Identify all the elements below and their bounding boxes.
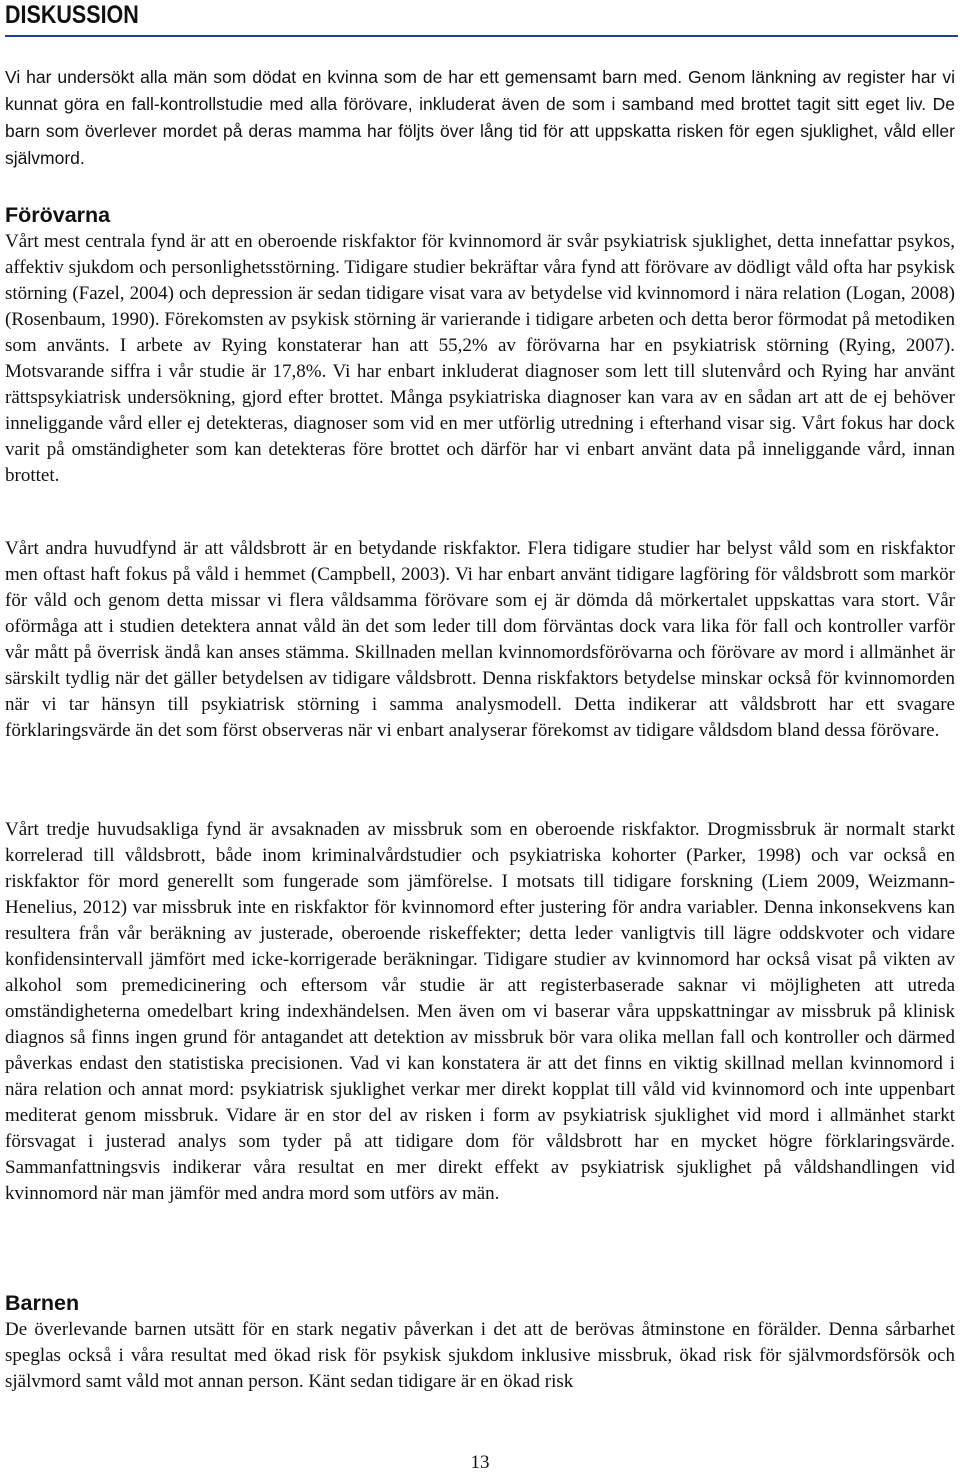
subheading-barnen: Barnen bbox=[5, 1291, 80, 1315]
paragraph-forovarna-2: Vårt andra huvudfynd är att våldsbrott är en betydande riskfaktor. Flera tidigare studier har belyst våld som en riskfaktor men oftast haft fokus på våld i hemmet (Campbell, 2003). Vi har enbart använt tidigare lagföring för våldsbrott som markör för våld och genom detta missar vi flera våldsamma förövare som ej är dömda då mörkertalet uppskattas vara stort. Vår oförmåga att i studien detektera annat våld än det som leder till dom förväntas dock vara lika för fall och kontroller varför vår mått på överrisk ändå kan anses stämma. Skillnaden mellan kvinnomordsförövarna och förövare av mord i allmänhet är särskilt tydlig när det gäller betydelsen av tidigare våldsbrott. Denna riskfaktors betydelse minskar också för kvinnomorden när vi tar hänsyn till psykiatrisk störning i samma analysmodell. Detta indikerar att våldsbrott har ett svagare förklaringsvärde än det som först observeras när vi enbart analyserar förekomst av tidigare våldsdom bland dessa förövare. bbox=[5, 538, 955, 741]
intro-text-part2: De barn som överlever mordet på deras mamma har följts över lång tid för att uppskatta risken för egen sjuklighet, våld eller självmord. bbox=[5, 94, 955, 168]
page-number: 13 bbox=[470, 1452, 490, 1473]
heading-underline bbox=[5, 35, 958, 37]
paragraph-forovarna-1: Vårt mest centrala fynd är att en oberoende riskfaktor för kvinnomord är svår psykiatrisk sjuklighet, detta innefattar psykos, affektiv sjukdom och personlighetsstörning. Tidigare studier bekräftar våra fynd att förövare av dödligt våld ofta har psykisk störning (Fazel, 2004) och depression är sedan tidigare visat vara av betydelse vid kvinnomord i nära relation (Logan, 2008) (Rosenbaum, 1990). Förekomsten av psykisk störning är varierande i tidigare arbeten och detta beror förmodat på metodiken som använts. I arbete av Rying konstaterar han att 55,2% av förövarna har en psykiatrisk störning (Rying, 2007). Motsvarande siffra i vår studie är 17,8%. Vi har enbart inkluderat diagnoser som lett till slutenvård och Rying har använt rättspsykiatrisk undersökning, gjord efter brottet. Många psykiatriska diagnoser kan vara av en sådan art att de ej behöver inneliggande vård eller ej detekteras, diagnoser som vid en mer utförlig utredning i efterhand visar sig. Vårt fokus har dock varit på omständigheter som kan detekteras före brottet och därför har vi enbart använt data på inneliggande vård, innan brottet. bbox=[5, 231, 955, 486]
intro-text-part1: Vi har undersökt alla män som dödat en kvinna som de har ett gemensamt barn med. Genom länkning av register har vi kunnat göra en fall-kontrollstudie med alla förövare, inkluderat även de som i samband med brottet tagit sitt eget liv. bbox=[5, 67, 955, 114]
paragraph-barnen-1: De överlevande barnen utsätt för en stark negativ påverkan i det att de berövas åtminstone en förälder. Denna sårbarhet speglas också i våra resultat med ökad risk för psykisk sjukdom inklusive missbruk, ökad risk för självmordsförsök och självmord samt våld mot annan person. Känt sedan tidigare är en ökad risk bbox=[5, 1319, 955, 1392]
section-title: DISKUSSION bbox=[5, 1, 139, 29]
intro-paragraph bbox=[5, 64, 955, 172]
subheading-forovarna: Förövarna bbox=[5, 203, 111, 227]
paragraph-forovarna-3: Vårt tredje huvudsakliga fynd är avsaknaden av missbruk som en oberoende riskfaktor. Drogmissbruk är normalt starkt korrelerad till våldsbrott, både inom kriminalvårdstudier och psykiatriska kohorter (Parker, 1998) och var också en riskfaktor för mord generellt som fungerade som jämförelse. I motsats till tidigare forskning (Liem 2009, Weizmann-Henelius, 2012) var missbruk inte en riskfaktor för kvinnomord efter justering för andra variabler. Denna inkonsekvens kan resultera från vår beräkning av justerade, oberoende riskeffekter; detta leder vanligtvis till lägre oddskvoter och vidare konfidensintervall jämfört med icke-korrigerade beräkningar. Tidigare studier av kvinnomord har också visat på vikten av alkohol som premedicinering och eftersom vår studie är att registerbaserade saknar vi möjligheten att utreda omständigheterna omedelbart kring indexhändelsen. Men även om vi baserar våra uppskattningar av missbruk på klinisk diagnos så finns ingen grund för antagandet att detektion av missbruk bör vara olika mellan fall och kontroller och därmed påverkas endast den statistiska precisionen. Vad vi kan konstatera är att det finns en viktig skillnad mellan kvinnomord i nära relation och annat mord: psykiatrisk sjuklighet verkar mer direkt kopplat till våld vid kvinnomord och inte uppenbart mediterat genom missbruk. Vidare är en stor del av risken i form av psykiatrisk sjuklighet vid mord i allmänhet starkt försvagat i justerad analys som tyder på att tidigare dom för våldsbrott har en mycket högre förklaringsvärde. Sammanfattningsvis indikerar våra resultat en mer direkt effekt av psykiatrisk sjuklighet på våldshandlingen vid kvinnomord när man jämför med andra mord som utförs av män. bbox=[5, 819, 955, 1204]
